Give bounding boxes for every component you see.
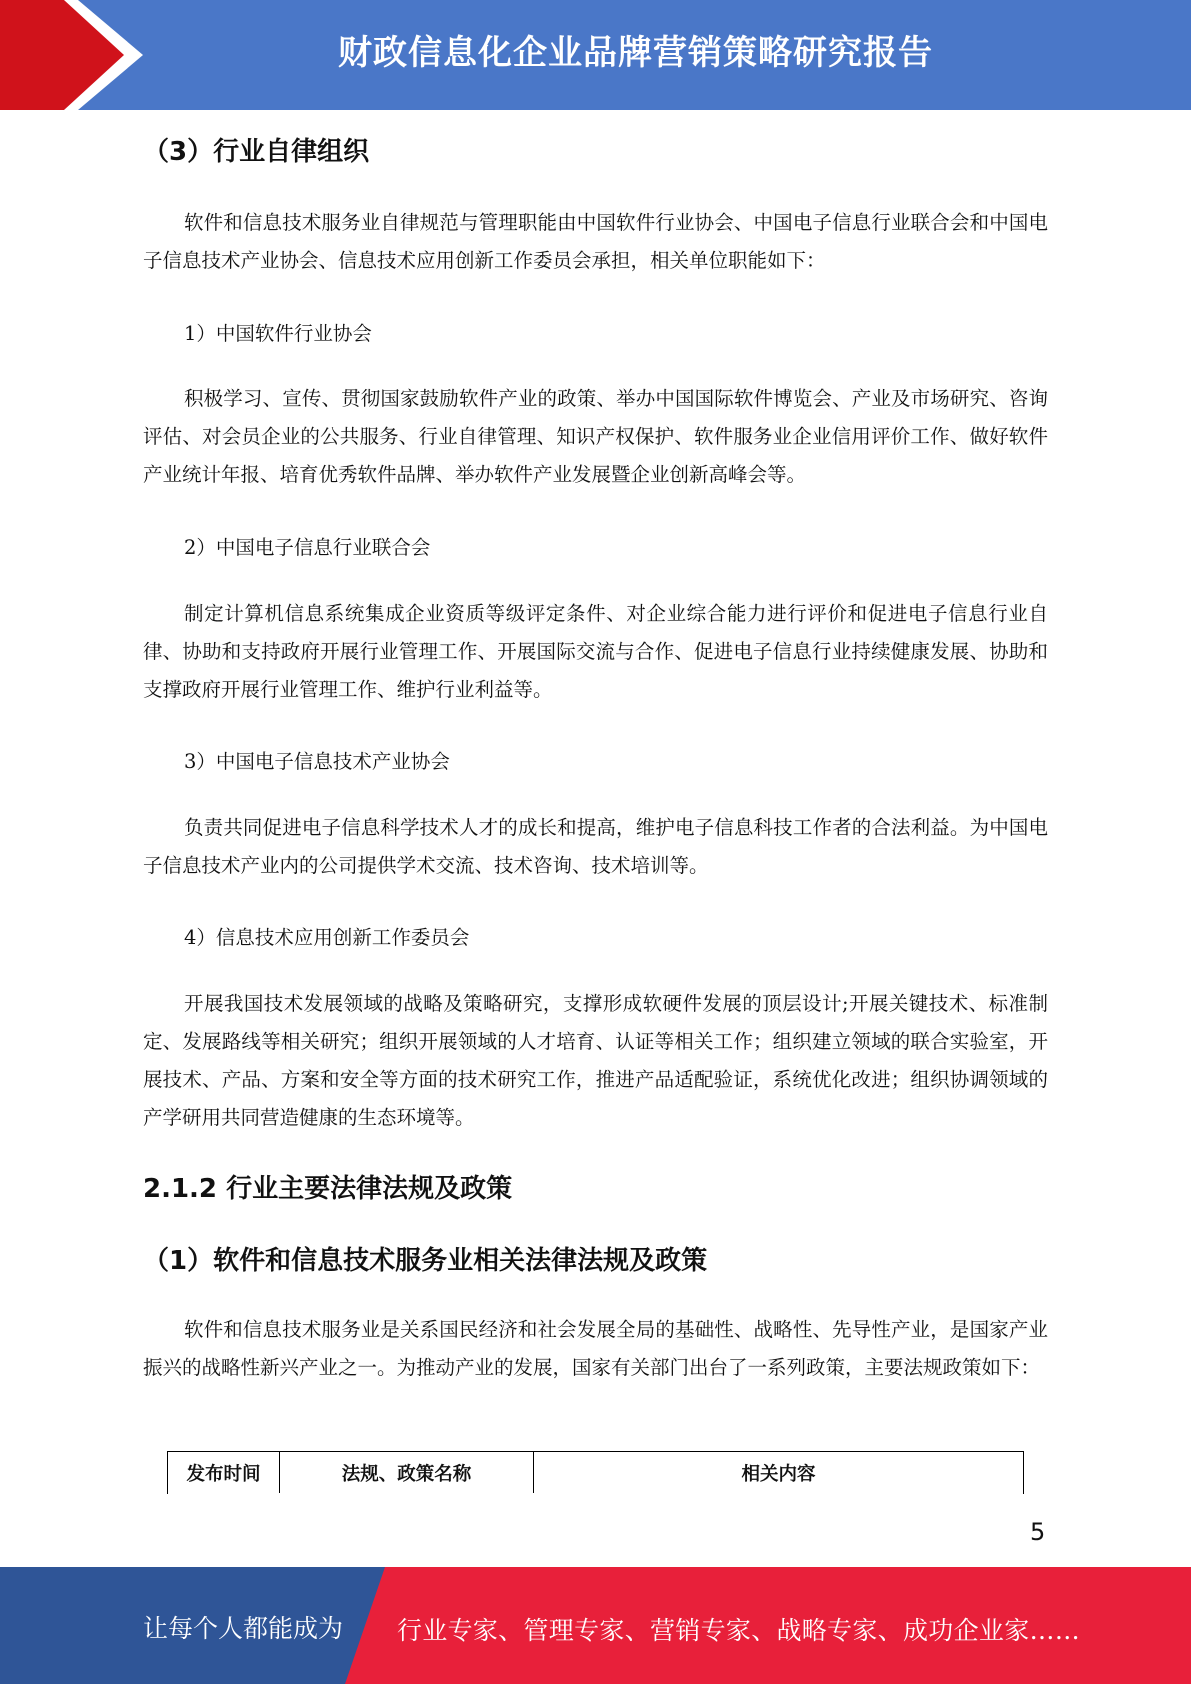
policy-table <box>167 1451 1024 1494</box>
table-header-content: 相关内容 <box>533 1452 1023 1493</box>
org-label-4: 4）信息技术应用创新工作委员会 <box>184 926 470 949</box>
header-title: 财政信息化企业品牌营销策略研究报告 <box>338 33 933 73</box>
footer-slogan-right: 行业专家、管理专家、营销专家、战略专家、成功企业家…… <box>397 1616 1081 1645</box>
section-heading-self-regulation: （3）行业自律组织 <box>143 137 370 167</box>
section-intro-paragraph: 软件和信息技术服务业自律规范与管理职能由中国软件行业协会、中国电子信息行业联合会和中国电子信息技术产业协会、信息技术应用创新工作委员会承担，相关单位职能如下： <box>143 211 1048 272</box>
org-label-3: 3）中国电子信息技术产业协会 <box>184 750 450 773</box>
org-text-4: 开展我国技术发展领域的战略及策略研究，支撑形成软硬件发展的顶层设计;开展关键技术、标准制定、发展路线等相关研究；组织开展领域的人才培育、认证等相关工作；组织建立领域的联合实验室，开展技术、产品、方案和安全等方面的技术研究工作，推进产品适配验证，系统优化改进；组织协调领域的产学研用共同营造健康的生态环境等。 <box>143 992 1048 1129</box>
sub-heading-software-laws: （1）软件和信息技术服务业相关法律法规及政策 <box>143 1246 708 1276</box>
footer-slogan-left: 让每个人都能成为 <box>143 1614 344 1643</box>
table-header-policy-name: 法规、政策名称 <box>279 1452 533 1493</box>
org-text-2: 制定计算机信息系统集成企业资质等级评定条件、对企业综合能力进行评价和促进电子信息行业自律、协助和支持政府开展行业管理工作、开展国际交流与合作、促进电子信息行业持续健康发展、协助和支撑政府开展行业管理工作、维护行业利益等。 <box>143 602 1048 701</box>
section-heading-laws-policies: 2.1.2 行业主要法律法规及政策 <box>143 1174 513 1204</box>
page-number: 5 <box>1030 1518 1046 1546</box>
laws-intro-paragraph: 软件和信息技术服务业是关系国民经济和社会发展全局的基础性、战略性、先导性产业，是国家产业振兴的战略性新兴产业之一。为推动产业的发展，国家有关部门出台了一系列政策，主要法规政策如下： <box>143 1318 1048 1379</box>
page-footer <box>0 1567 1191 1684</box>
org-label-2: 2）中国电子信息行业联合会 <box>184 536 431 559</box>
org-text-1: 积极学习、宣传、贯彻国家鼓励软件产业的政策、举办中国国际软件博览会、产业及市场研究、咨询评估、对会员企业的公共服务、行业自律管理、知识产权保护、软件服务业企业信用评价工作、做好软件产业统计年报、培育优秀软件品牌、举办软件产业发展暨企业创新高峰会等。 <box>143 387 1048 486</box>
org-text-3: 负责共同促进电子信息科学技术人才的成长和提高，维护电子信息科技工作者的合法利益。为中国电子信息技术产业内的公司提供学术交流、技术咨询、技术培训等。 <box>143 816 1048 877</box>
org-label-1: 1）中国软件行业协会 <box>184 322 372 345</box>
page-header <box>0 0 1191 110</box>
table-header-date: 发布时间 <box>186 1463 261 1485</box>
